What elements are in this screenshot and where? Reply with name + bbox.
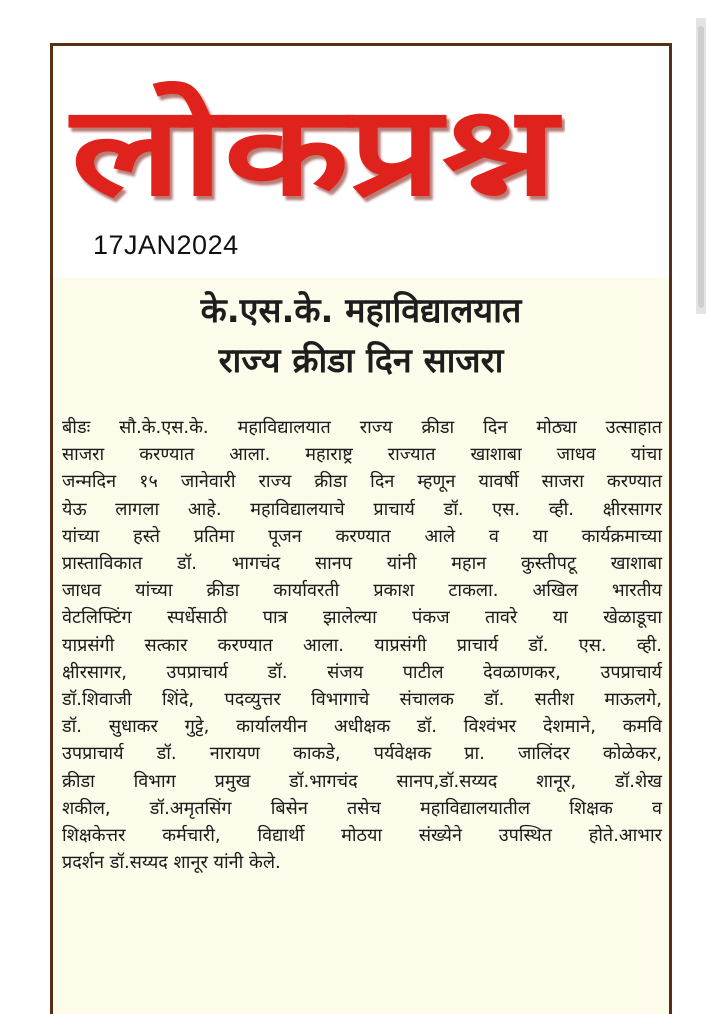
body-line: जाधव यांच्या क्रीडा कार्यावरती प्रकाश टाकला. अखिल भारतीय	[62, 580, 662, 602]
body-line: क्रीडा विभाग प्रमुख डॉ.भागचंद सानप,डॉ.सय्यद शानूर, डॉ.शेख	[62, 770, 662, 792]
headline-line-1: के.एस.के. महाविद्यालयात	[200, 291, 522, 331]
headline-line-2: राज्य क्रीडा दिन साजरा	[218, 341, 504, 381]
newspaper-logo	[65, 64, 565, 234]
newspaper-clipping	[50, 43, 672, 1014]
body-line: शिक्षकेत्तर कर्मचारी, विद्यार्थी मोठया संख्येने उपस्थित होते.आभार	[62, 825, 662, 847]
body-line: क्षीरसागर, उपप्राचार्य डॉ. संजय पाटील देवळाणकर, उपप्राचार्य	[62, 661, 662, 683]
body-line: प्रास्ताविकात डॉ. भागचंद सानप यांनी महान कुस्तीपटू खाशाबा	[62, 553, 662, 575]
scrollbar[interactable]	[696, 18, 706, 314]
body-line: बीडः सौ.के.एस.के. महाविद्यालयात राज्य क्रीडा दिन मोठ्या उत्साहात	[62, 417, 662, 438]
body-line: उपप्राचार्य डॉ. नारायण काकडे, पर्यवेक्षक प्रा. जालिंदर कोळेकर,	[62, 743, 662, 765]
body-line: येऊ लागला आहे. महाविद्यालयाचे प्राचार्य डॉ. एस. व्ही. क्षीरसागर	[62, 498, 662, 520]
body-line: वेटलिफ्टिंग स्पर्धेसाठी पात्र झालेल्या पंकज तावरे या खेळाडूचा	[62, 607, 662, 629]
article-body	[62, 414, 662, 876]
body-line: शकील, डॉ.अमृतसिंग बिसेन तसेच महाविद्यालयातील शिक्षक व	[62, 797, 662, 819]
body-line: साजरा करण्यात आला. महाराष्ट्र राज्यात खाशाबा जाधव यांचा	[62, 444, 662, 466]
body-line: जन्मदिन १५ जानेवारी राज्य क्रीडा दिन म्हणून यावर्षी साजरा करण्यात	[62, 471, 662, 493]
logo-wordmark	[65, 64, 565, 234]
body-line: डॉ.शिवाजी शिंदे, पदव्युत्तर विभागाचे संचालक डॉ. सतीश माऊलगे,	[62, 689, 662, 711]
article-headline	[53, 286, 669, 386]
masthead	[53, 46, 669, 278]
body-line: डॉ. सुधाकर गुट्टे, कार्यालयीन अधीक्षक डॉ. विश्वंभर देशमाने, कमवि	[62, 716, 662, 738]
body-line: याप्रसंगी सत्कार करण्यात आला. याप्रसंगी प्राचार्य डॉ. एस. व्ही.	[62, 634, 662, 656]
logo-text: लोकप्रश्न	[68, 79, 563, 224]
body-line: यांच्या हस्ते प्रतिमा पूजन करण्यात आले व या कार्यक्रमाच्या	[62, 525, 662, 547]
publication-date: 17JAN2024	[93, 230, 239, 260]
body-line: प्रदर्शन डॉ.सय्यद शानूर यांनी केले.	[62, 852, 281, 874]
scrollbar-thumb[interactable]	[698, 26, 704, 308]
